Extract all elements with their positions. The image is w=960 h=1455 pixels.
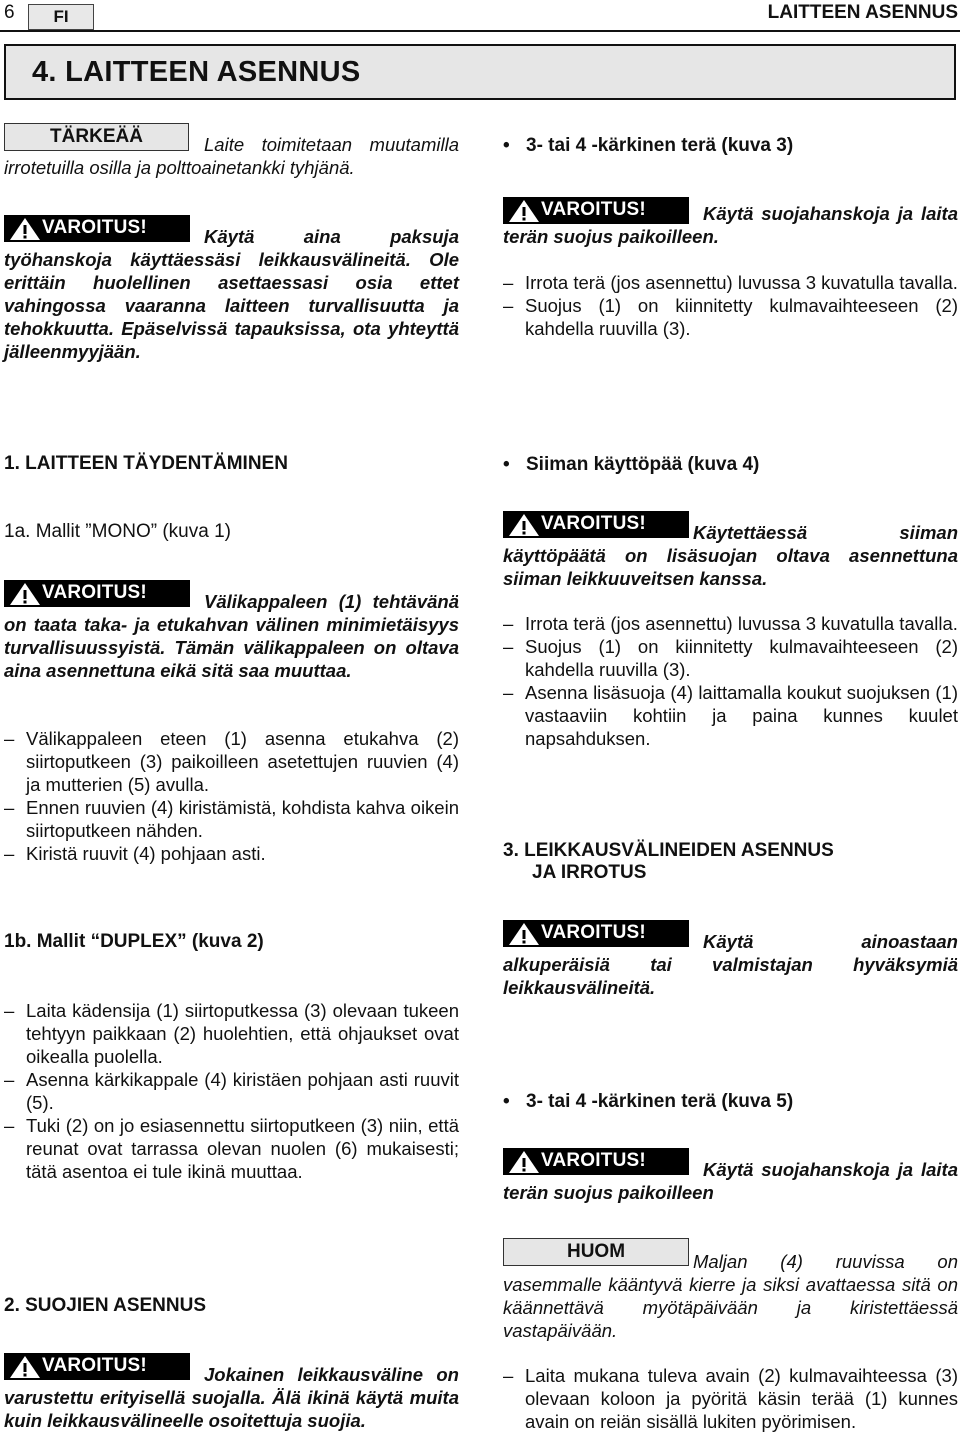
list-item: – Välikappaleen eteen (1) asenna etukahva (2) siirtoputkeen (3) paikoilleen asetettujen ruuvien (4) ja mutterien (5) avulla. <box>4 727 459 796</box>
section-header: LAITTEEN ASENNUS <box>767 2 958 23</box>
header-rule <box>0 30 960 32</box>
list-item: – Suojus (1) on kiinnitetty kulmavaihteeseen (2) kahdella ruuvilla (3). <box>503 635 958 681</box>
warning-text-1: Käytä aina paksuja työhanskoja käyttäessäsi leikkausvälineitä. Ole erittäin huolellinen asettaessasi osia ettet vahingossa vaaranna laitteen turvallisuutta ja tehokkuutta. Epäselvissä tapauksissa, ota yhteyttä jälleenmyyjään. <box>4 226 459 362</box>
warning-badge <box>4 1353 190 1380</box>
warning-label: VAROITUS! <box>42 217 147 238</box>
list-item: – Irrota terä (jos asennettu) luvussa 3 kuvatulla tavalla. <box>503 612 958 635</box>
final-list <box>503 1364 958 1433</box>
warning-block-6 <box>503 920 958 999</box>
chapter-title: 4. LAITTEEN ASENNUS <box>32 56 361 88</box>
language-badge: FI <box>28 4 94 30</box>
list-item: – Laita mukana tuleva avain (2) kulmavaihteessa (3) olevaan koloon ja pyöritä käsin terää (1) kunnes avain on reiän sisällä lukiten pyörimisen. <box>503 1364 958 1433</box>
warning-triangle-icon <box>508 199 540 223</box>
section-3-title: 3. LEIKKAUSVÄLINEIDEN ASENNUS JA IRROTUS <box>503 840 834 883</box>
warning-label: VAROITUS! <box>541 513 646 534</box>
note-text: Maljan (4) ruuvissa on vasemmalle kääntyvä kierre ja siksi avattaessa sitä on käännettävä myötäpäivään ja kiristettäessä vastapäivään. <box>503 1251 958 1341</box>
warning-block-5 <box>503 511 958 590</box>
blade-list <box>503 271 958 340</box>
section-2-title: 2. SUOJIEN ASENNUS <box>4 1295 207 1316</box>
important-badge: TÄRKEÄÄ <box>4 123 189 151</box>
list-item: – Kiristä ruuvit (4) pohjaan asti. <box>4 842 459 865</box>
note-block <box>503 1238 958 1342</box>
warning-text-4: Käytä suojahanskoja ja laita terän suojus paikoilleen. <box>503 203 958 247</box>
warning-block-2 <box>4 580 459 682</box>
warning-block-1 <box>4 215 459 363</box>
warning-triangle-icon <box>508 1150 540 1174</box>
warning-badge <box>503 920 689 947</box>
warning-badge <box>503 1148 689 1175</box>
note-badge: HUOM <box>503 1238 689 1266</box>
warning-block-3 <box>4 1353 459 1432</box>
important-text: Laite toimitetaan muutamilla irrotetuilla osilla ja polttoainetankki tyhjänä. <box>4 134 459 178</box>
warning-badge <box>4 580 190 607</box>
page-number: 6 <box>4 2 15 23</box>
warning-triangle-icon <box>508 922 540 946</box>
warning-text-2: Välikappaleen (1) tehtävänä on taata taka- ja etukahvan välinen minimietäisyys turvallisuussyistä. Tämän välikappaleen on oltava aina asennettuna eikä sitä saa muuttaa. <box>4 591 459 681</box>
list-item: – Laita kädensija (1) siirtoputkessa (3) olevaan tukeen tehtyyn paikkaan (2) huolehtien, että ohjaukset ovat oikealla puolella. <box>4 999 459 1068</box>
warning-block-4 <box>503 197 958 248</box>
warning-text-5: Käytettäessä siiman käyttöpäätä on lisäsuojan oltava asennettuna siiman leikkuuveitsen kanssa. <box>503 522 958 589</box>
list-item: – Tuki (2) on jo esiasennettu siirtoputkeen (3) niin, että reunat ovat tarrassa olevan nuolen (6) mukaisesti; tätä asentoa ei tule ikinä muuttaa. <box>4 1114 459 1183</box>
warning-triangle-icon <box>508 513 540 537</box>
blade-2-title: • 3- tai 4 -kärkinen terä (kuva 5) <box>503 1091 958 1113</box>
warning-label: VAROITUS! <box>42 582 147 603</box>
warning-triangle-icon <box>9 217 41 241</box>
list-item: – Suojus (1) on kiinnitetty kulmavaihteeseen (2) kahdella ruuvilla (3). <box>503 294 958 340</box>
warning-triangle-icon <box>9 1355 41 1379</box>
warning-label: VAROITUS! <box>541 199 646 220</box>
list-item: – Ennen ruuvien (4) kiristämistä, kohdista kahva oikein siirtoputkeen nähden. <box>4 796 459 842</box>
section-1b-title: 1b. Mallit “DUPLEX” (kuva 2) <box>4 931 264 952</box>
important-block <box>4 123 459 179</box>
blade-section-title: • 3- tai 4 -kärkinen terä (kuva 3) <box>503 135 958 157</box>
section-1b-list <box>4 999 459 1183</box>
line-head-list <box>503 612 958 750</box>
warning-triangle-icon <box>9 582 41 606</box>
warning-label: VAROITUS! <box>541 922 646 943</box>
warning-badge <box>503 197 689 224</box>
warning-text-6: Käytä ainoastaan alkuperäisiä tai valmistajan hyväksymiä leikkausvälineitä. <box>503 931 958 998</box>
warning-block-7 <box>503 1148 958 1204</box>
warning-badge <box>4 215 190 242</box>
warning-text-7: Käytä suojahanskoja ja laita terän suojus paikoilleen <box>503 1159 958 1203</box>
list-item: – Asenna kärkikappale (4) kiristäen pohjaan asti ruuvit (5). <box>4 1068 459 1114</box>
section-1-title: 1. LAITTEEN TÄYDENTÄMINEN <box>4 453 288 474</box>
section-1a-list <box>4 727 459 865</box>
list-item: – Asenna lisäsuoja (4) laittamalla koukut suojuksen (1) vastaaviin kohtiin ja paina kunnes kuulet napsahduksen. <box>503 681 958 750</box>
chapter-title-box <box>4 44 956 100</box>
warning-label: VAROITUS! <box>42 1355 147 1376</box>
section-1a-title: 1a. Mallit ”MONO” (kuva 1) <box>4 521 231 542</box>
warning-label: VAROITUS! <box>541 1150 646 1171</box>
line-head-title: • Siiman käyttöpää (kuva 4) <box>503 454 958 476</box>
warning-text-3: Jokainen leikkausväline on varustettu erityisellä suojalla. Älä ikinä käytä muita kuin leikkausvälineelle osoitettuja suojia. <box>4 1364 459 1431</box>
list-item: – Irrota terä (jos asennettu) luvussa 3 kuvatulla tavalla. <box>503 271 958 294</box>
warning-badge <box>503 511 689 538</box>
